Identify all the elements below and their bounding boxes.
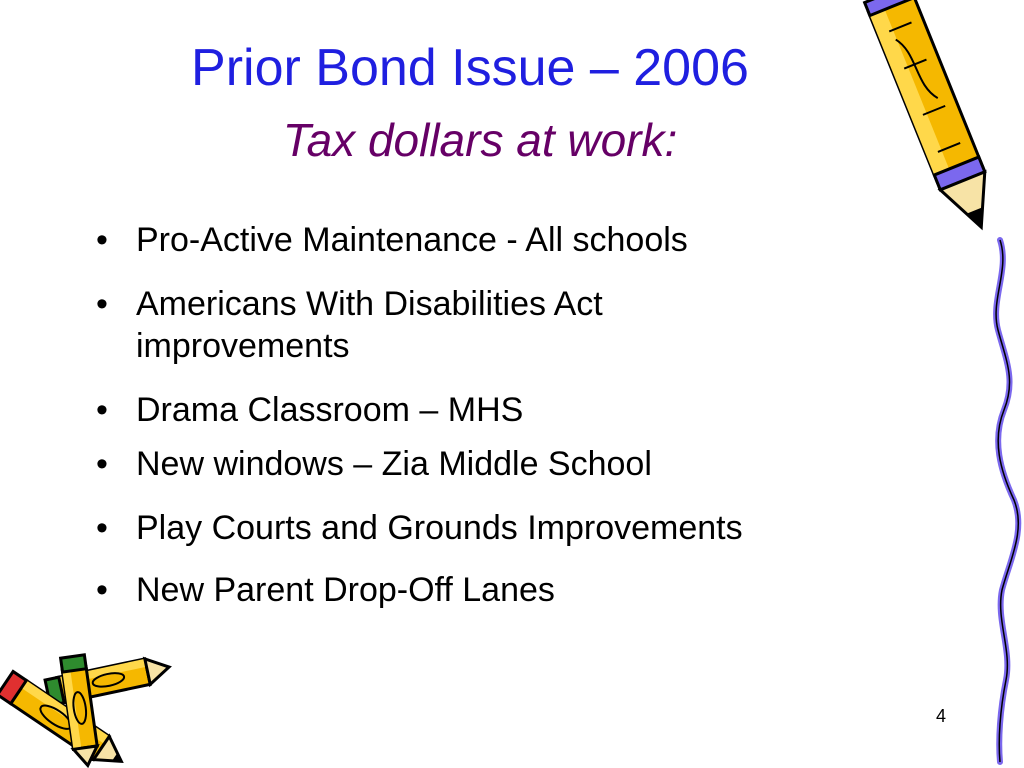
slide-title: Prior Bond Issue – 2006 bbox=[191, 39, 749, 97]
bullet-text: Pro-Active Maintenance - All schools bbox=[136, 221, 688, 259]
bullet-marker: • bbox=[96, 571, 108, 609]
bullet-text: Americans With Disabilities Act bbox=[136, 285, 603, 323]
bullet-marker: • bbox=[96, 509, 108, 547]
bullet-text-continuation: improvements bbox=[136, 327, 350, 365]
pencil-clipart-icon bbox=[850, 0, 1024, 768]
bullet-text: New windows – Zia Middle School bbox=[136, 445, 652, 483]
bullet-marker: • bbox=[96, 285, 108, 323]
bullet-marker: • bbox=[96, 445, 108, 483]
crossed-pencils-clipart-icon bbox=[0, 650, 170, 768]
bullet-marker: • bbox=[96, 221, 108, 259]
bullet-text: Play Courts and Grounds Improvements bbox=[136, 509, 743, 547]
slide-subtitle: Tax dollars at work: bbox=[282, 114, 678, 166]
bullet-marker: • bbox=[96, 391, 108, 429]
bullet-text: Drama Classroom – MHS bbox=[136, 391, 524, 429]
bullet-text: New Parent Drop-Off Lanes bbox=[136, 571, 555, 609]
page-number: 4 bbox=[936, 706, 947, 726]
